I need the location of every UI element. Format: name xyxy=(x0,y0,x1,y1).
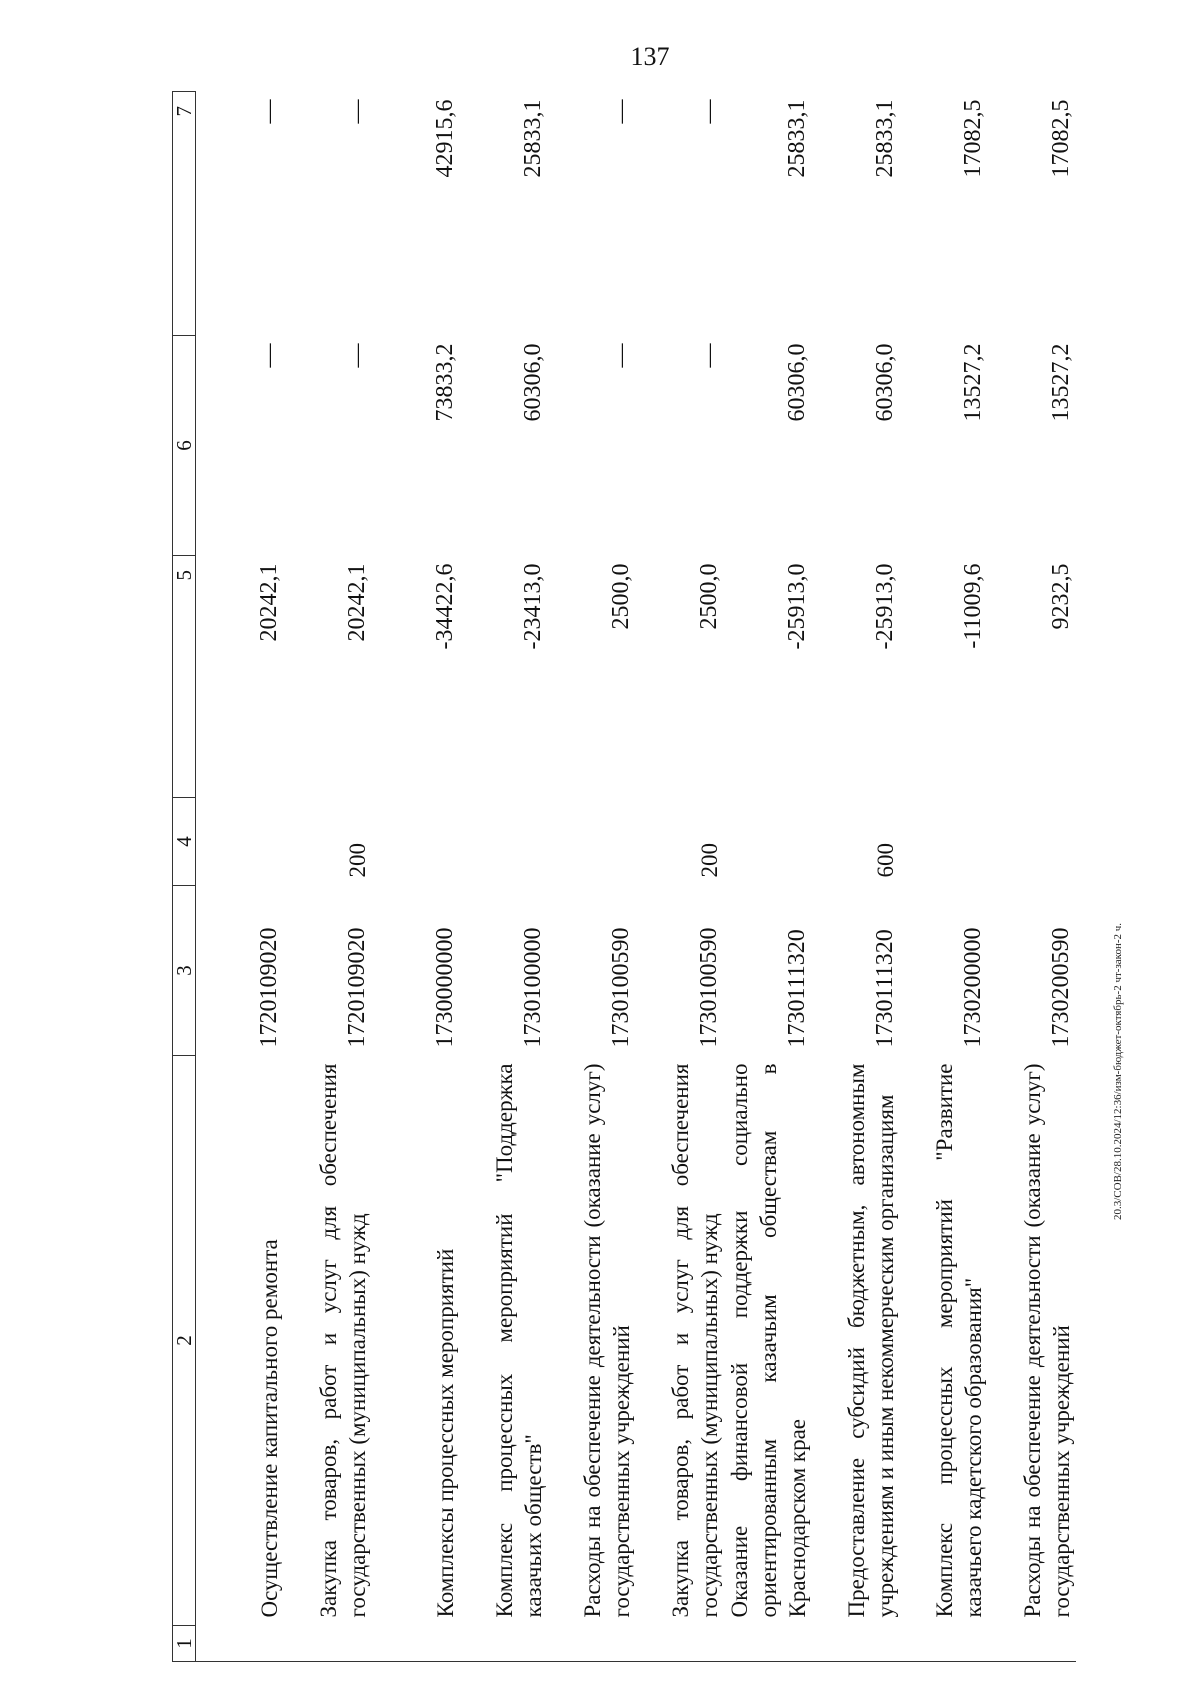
cell-col-1 xyxy=(636,1626,724,1662)
cell-code: 1730111320 xyxy=(784,929,810,1048)
rotated-table-container xyxy=(172,92,1074,1662)
header-col-7: 7 xyxy=(173,92,196,336)
cell-col-1 xyxy=(988,1626,1076,1662)
cell-description: Расходы на обеспечение деятельности (оказание услуг) государственных учреждений xyxy=(1020,1063,1074,1618)
cell-amount-5: 9232,5 xyxy=(1048,563,1074,630)
cell-code: 1730111320 xyxy=(872,929,898,1048)
cell-amount-7: — xyxy=(344,99,370,124)
cell-col-1 xyxy=(372,1626,460,1662)
cell-amount-5: -11009,6 xyxy=(960,563,986,649)
table-row xyxy=(284,92,372,1662)
cell-amount-6: 13527,2 xyxy=(1048,343,1074,422)
cell-amount-5: -25913,0 xyxy=(784,563,810,650)
cell-amount-7: 17082,5 xyxy=(1048,99,1074,178)
cell-col-1 xyxy=(724,1626,812,1662)
table-row xyxy=(460,92,548,1662)
cell-type xyxy=(196,798,285,886)
cell-description: Расходы на обеспечение деятельности (оказание услуг) государственных учреждений xyxy=(580,1063,634,1618)
cell-amount-7: — xyxy=(696,99,722,124)
table-row xyxy=(724,92,812,1662)
cell-description: Комплекс процессных мероприятий "Развитие казачьего кадетского образования" xyxy=(932,1063,986,1618)
cell-code: 1720109020 xyxy=(256,927,282,1048)
cell-amount-6: — xyxy=(256,343,282,368)
cell-amount-7: 25833,1 xyxy=(784,99,810,178)
cell-type xyxy=(460,798,548,886)
cell-description: Предоставление субсидий бюджетным, автономным учреждениям и иным некоммерческим организациям xyxy=(844,1063,898,1618)
header-col-6: 6 xyxy=(173,336,196,556)
cell-type xyxy=(988,798,1076,886)
cell-amount-7: 25833,1 xyxy=(872,99,898,178)
header-col-2: 2 xyxy=(173,1056,196,1626)
cell-description: Закупка товаров, работ и услуг для обеспечения государственных (муниципальных) нужд xyxy=(316,1063,370,1618)
cell-description: Закупка товаров, работ и услуг для обеспечения государственных (муниципальных) нужд xyxy=(668,1063,722,1618)
cell-amount-6: — xyxy=(344,343,370,368)
header-col-1: 1 xyxy=(173,1626,196,1662)
footer-document-id: 20.3/СОВ/28.10.2024/12:36/изм-бюджет-октябрь-2 чт-закон-2 ч. xyxy=(1112,922,1124,1220)
cell-description: Комплексы процессных мероприятий xyxy=(433,1248,458,1618)
budget-table xyxy=(172,91,1076,1662)
table-row xyxy=(196,92,285,1662)
header-col-3: 3 xyxy=(173,886,196,1056)
cell-code: 1720109020 xyxy=(344,927,370,1048)
cell-col-1 xyxy=(196,1626,285,1662)
header-row xyxy=(173,92,196,1662)
table-row xyxy=(548,92,636,1662)
cell-amount-7: 25833,1 xyxy=(520,99,546,178)
cell-amount-7: 42915,6 xyxy=(432,99,458,178)
cell-col-1 xyxy=(460,1626,548,1662)
cell-amount-5: -34422,6 xyxy=(432,563,458,650)
cell-type: 200 xyxy=(345,843,370,878)
cell-code: 1730200590 xyxy=(1048,927,1074,1048)
cell-amount-6: 60306,0 xyxy=(784,343,810,422)
cell-amount-5: -23413,0 xyxy=(520,563,546,650)
cell-col-1 xyxy=(548,1626,636,1662)
page-number: 137 xyxy=(630,42,670,71)
cell-code: 1730000000 xyxy=(432,927,458,1048)
cell-amount-6: 60306,0 xyxy=(872,343,898,422)
cell-description: Осуществление капитального ремонта xyxy=(257,1239,282,1618)
cell-type: 200 xyxy=(697,843,722,878)
cell-description: Комплекс процессных мероприятий "Поддержка казачьих обществ" xyxy=(492,1063,546,1618)
cell-description: Оказание финансовой поддержки социально ориентированным казачьим обществам в Краснодарском крае xyxy=(727,1063,810,1618)
cell-col-1 xyxy=(284,1626,372,1662)
cell-amount-5: 20242,1 xyxy=(344,563,370,642)
cell-type xyxy=(724,798,812,886)
cell-type: 600 xyxy=(873,843,898,878)
cell-type xyxy=(548,798,636,886)
cell-code: 1730200000 xyxy=(960,927,986,1048)
cell-amount-6: 60306,0 xyxy=(520,343,546,422)
table-row xyxy=(900,92,988,1662)
cell-amount-7: 17082,5 xyxy=(960,99,986,178)
cell-amount-7: — xyxy=(608,99,634,124)
cell-code: 1730100590 xyxy=(608,927,634,1048)
table-row xyxy=(636,92,724,1662)
cell-amount-5: 2500,0 xyxy=(696,563,722,630)
table-row xyxy=(372,92,460,1662)
table-row xyxy=(812,92,900,1662)
cell-amount-7: — xyxy=(256,99,282,124)
cell-amount-5: 2500,0 xyxy=(608,563,634,630)
header-col-5: 5 xyxy=(173,556,196,798)
cell-amount-6: — xyxy=(608,343,634,368)
cell-col-1 xyxy=(812,1626,900,1662)
cell-code: 1730100000 xyxy=(520,927,546,1048)
cell-code: 1730100590 xyxy=(696,927,722,1048)
table-row xyxy=(988,92,1076,1662)
cell-amount-5: 20242,1 xyxy=(256,563,282,642)
cell-type xyxy=(900,798,988,886)
header-col-4: 4 xyxy=(173,798,196,886)
cell-amount-6: — xyxy=(696,343,722,368)
cell-type xyxy=(372,798,460,886)
cell-amount-6: 13527,2 xyxy=(960,343,986,422)
cell-amount-6: 73833,2 xyxy=(432,343,458,422)
cell-amount-5: -25913,0 xyxy=(872,563,898,650)
cell-col-1 xyxy=(900,1626,988,1662)
